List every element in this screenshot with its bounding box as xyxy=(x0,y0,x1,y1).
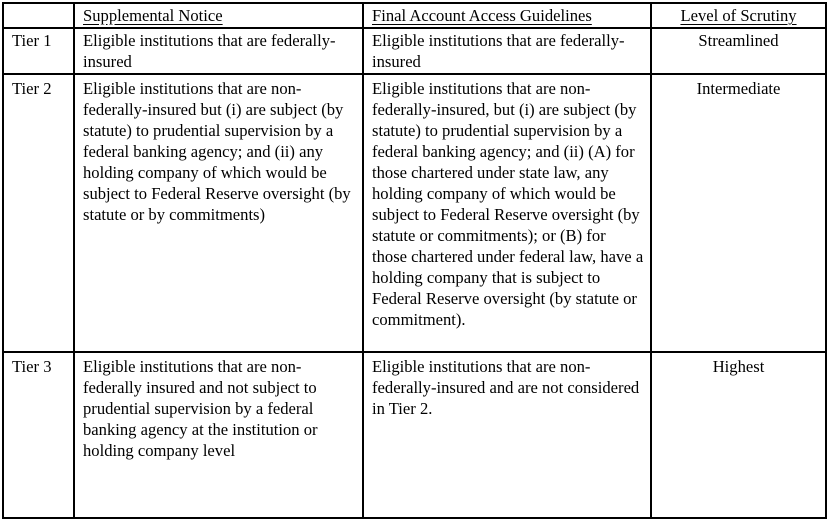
scrutiny-cell: Streamlined xyxy=(651,28,826,74)
final-guidelines-cell: Eligible institutions that are non-federally-insured, but (i) are subject (by statute) to prudential supervision by a federal banking agency; and (ii) (A) for those chartered under state law, any holding company of which would be subject to Federal Reserve oversight (by statute or commitments); or (B) for those chartered under federal law, have a holding company that is subject to Federal Reserve oversight (by statute or commitment). xyxy=(363,74,651,352)
final-guidelines-cell: Eligible institutions that are non-federally-insured and are not considered in Tier 2. xyxy=(363,352,651,518)
supplemental-notice-cell: Eligible institutions that are non-federally-insured but (i) are subject (by statute) to prudential supervision by a federal banking agency; and (ii) any holding company of which would be subject to Federal Reserve oversight (by statute or by commitments) xyxy=(74,74,363,352)
table-header-row xyxy=(3,3,826,28)
header-level-of-scrutiny-label: Level of Scrutiny xyxy=(680,6,797,25)
tier-label: Tier 1 xyxy=(3,28,74,74)
header-supplemental-notice-label: Supplemental Notice xyxy=(83,6,223,25)
scrutiny-cell: Highest xyxy=(651,352,826,518)
tier-comparison-table xyxy=(2,2,827,519)
header-supplemental-notice xyxy=(74,3,363,28)
supplemental-notice-cell: Eligible institutions that are federally-insured xyxy=(74,28,363,74)
header-tier xyxy=(3,3,74,28)
supplemental-notice-cell: Eligible institutions that are non-federally insured and not subject to prudential supervision by a federal banking agency at the institution or holding company level xyxy=(74,352,363,518)
table-row xyxy=(3,74,826,352)
tier-label: Tier 2 xyxy=(3,74,74,352)
header-level-of-scrutiny xyxy=(651,3,826,28)
header-final-guidelines xyxy=(363,3,651,28)
table-row xyxy=(3,28,826,74)
scrutiny-cell: Intermediate xyxy=(651,74,826,352)
header-final-guidelines-label: Final Account Access Guidelines xyxy=(372,6,592,25)
tier-label: Tier 3 xyxy=(3,352,74,518)
final-guidelines-cell: Eligible institutions that are federally-insured xyxy=(363,28,651,74)
table-row xyxy=(3,352,826,518)
